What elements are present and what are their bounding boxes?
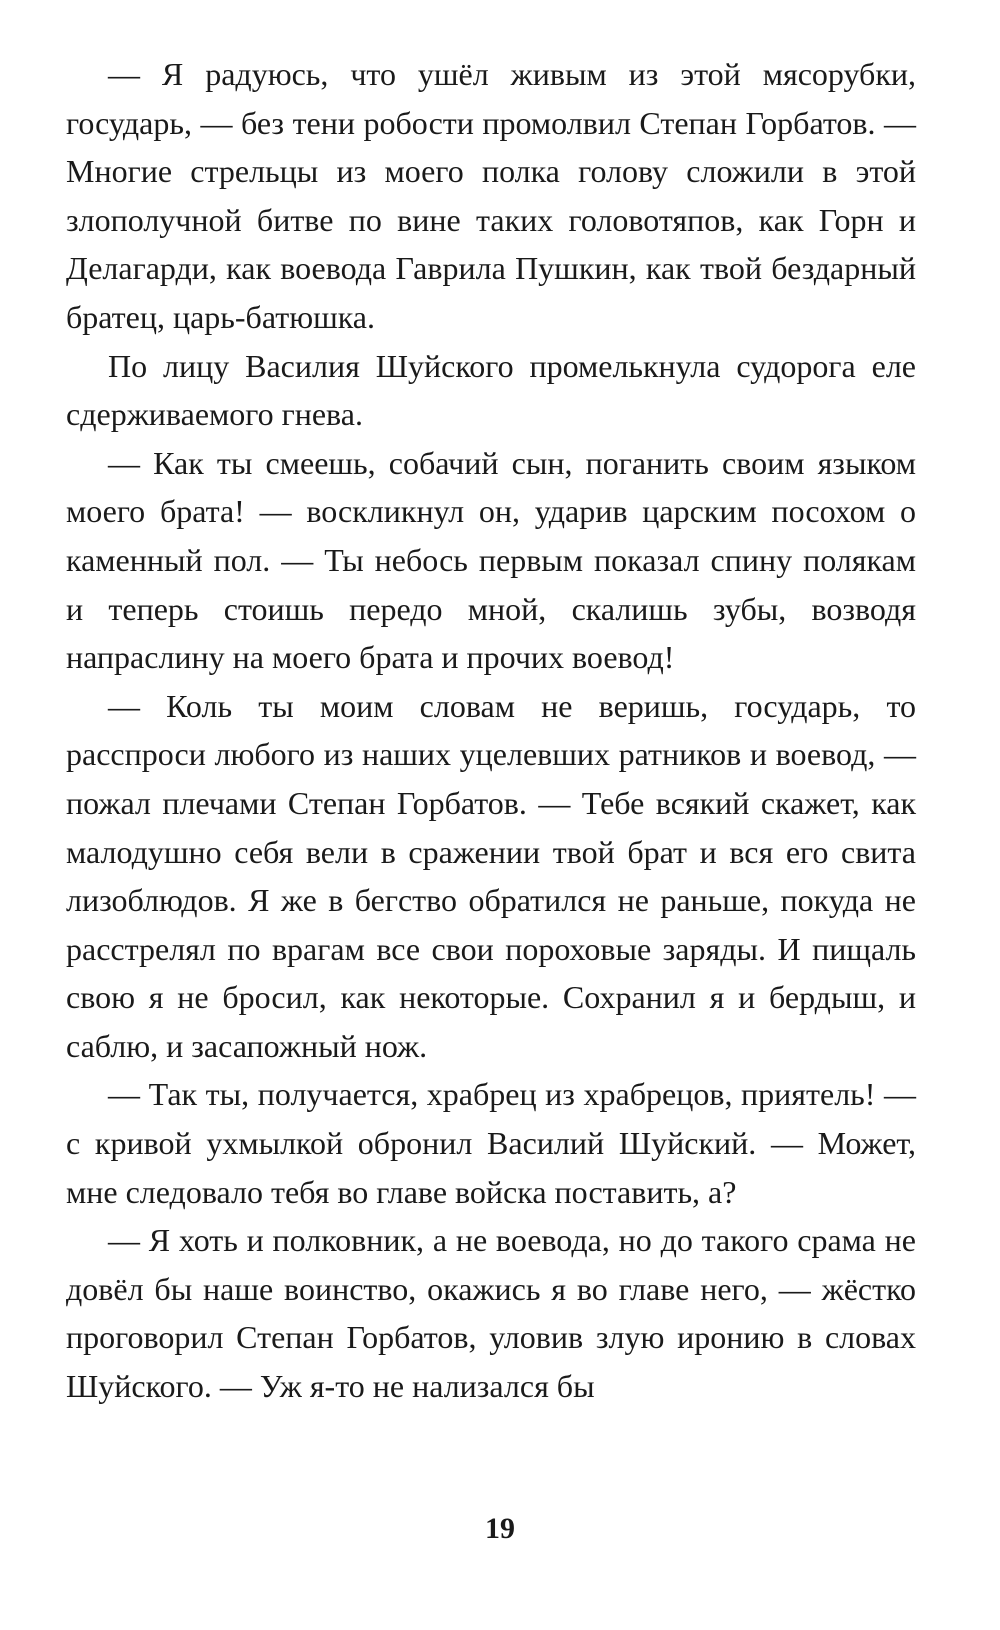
paragraph: — Я хоть и полковник, а не воевода, но до такого срама не довёл бы наше воинство, окажись я во главе него, — жёстко проговорил Степан Горбатов, уловив злую иронию в словах Шуйского. — Уж я-то не нализался бы [66,1222,916,1405]
paragraph: — Как ты смеешь, собачий сын, поганить своим языком моего брата! — воскликнул он, ударив царским посохом о каменный пол. — Ты небось первым показал спину полякам и теперь стоишь передо мной, скалишь зубы, возводя напраслину на моего брата и прочих воевод! [66,444,916,676]
paragraph: — Я радуюсь, что ушёл живым из этой мясорубки, государь, — без тени робости промолвил Степан Горбатов. — Многие стрельцы из моего полка голову сложили в этой злополучной битве по вине таких головотяпов, как Горн и Делагарди, как воевода Гаврила Пушкин, как твой бездарный братец, царь-батюшка. [66,56,916,335]
paragraph: — Коль ты моим словам не веришь, государь, то расспроси любого из наших уцелевших ратников и воевод, — пожал плечами Степан Горбатов. — Тебе всякий скажет, как малодушно себя вели в сражении твой брат и вся его свита лизоблюдов. Я же в бегство обратился не раньше, покуда не расстрелял по врагам все свои пороховые заряды. И пищаль свою я не бросил, как некоторые. Сохранил я и бердыш, и саблю, и засапожный нож. [66,687,916,1064]
body-text [66,50,916,1411]
paragraph: По лицу Василия Шуйского промелькнула судорога еле сдерживаемого гнева. [66,347,916,433]
paragraph: — Так ты, получается, храбрец из храбрецов, приятель! — с кривой ухмылкой обронил Василий Шуйский. — Может, мне следовало тебя во главе войска поставить, а? [66,1076,916,1210]
page-number: 19 [485,1512,515,1545]
